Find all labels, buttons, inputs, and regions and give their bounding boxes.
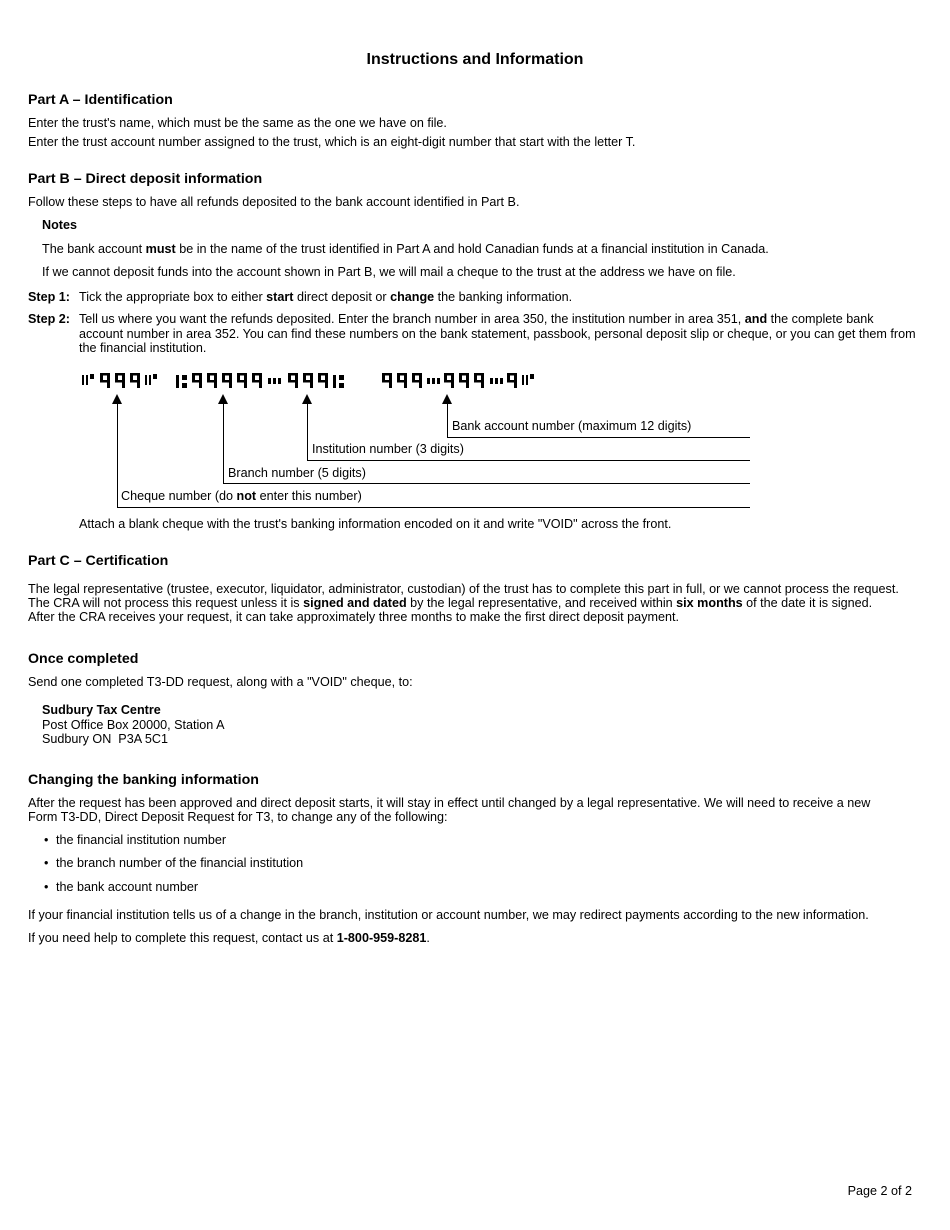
attach-cheque-text: Attach a blank cheque with the trust's banking information encoded on it and write "VOID" across the front. — [79, 517, 672, 531]
account-leader-line — [447, 403, 448, 438]
list-item: the branch number of the financial institution — [56, 856, 304, 870]
address-line-2: Sudbury ON P3A 5C1 — [42, 732, 169, 746]
part-a-line-1: Enter the trust's name, which must be the same as the one we have on file. — [28, 116, 447, 130]
redirect-payments-text: If your financial institution tells us of a change in the branch, institution or account number, we may redirect payments according to the new information. — [28, 908, 869, 922]
note-2: If we cannot deposit funds into the account shown in Part B, we will mail a cheque to the trust at the address we have on file. — [42, 265, 736, 279]
part-a-heading: Part A – Identification — [28, 92, 173, 108]
branch-label: Branch number (5 digits) — [228, 466, 366, 480]
bullet-marker: • — [44, 856, 49, 870]
account-underline — [447, 437, 750, 438]
cheque-leader-line — [117, 403, 118, 508]
part-c-heading: Part C – Certification — [28, 553, 169, 569]
help-phone-number: 1-800-959-8281 — [336, 931, 427, 945]
step-1-label: Step 1: — [28, 290, 70, 304]
step-2-text: Tell us where you want the refunds deposited. Enter the branch number in area 350, the institution number in area 351, and the complete bank account number in area 352. You can find these numbers on the bank statement, passbook, personal deposit slip or cheque, or you can get them from the financial institution. — [79, 312, 916, 355]
changing-intro-line-1: After the request has been approved and direct deposit starts, it will stay in effect until changed by a legal representative. We will need to receive a new — [28, 796, 871, 810]
once-completed-heading: Once completed — [28, 651, 139, 667]
institution-label: Institution number (3 digits) — [312, 442, 464, 456]
help-contact-text: If you need help to complete this request, contact us at 1-800-959-8281. — [28, 931, 430, 945]
address-name: Sudbury Tax Centre — [42, 703, 161, 717]
cheque-underline — [117, 507, 750, 508]
institution-leader-line — [307, 403, 308, 461]
bullet-marker: • — [44, 880, 49, 894]
address-line-1: Post Office Box 20000, Station A — [42, 717, 225, 732]
branch-underline — [223, 483, 750, 484]
page-number: Page 2 of 2 — [847, 1184, 912, 1198]
list-item: the bank account number — [56, 880, 199, 894]
part-c-line-3: After the CRA receives your request, it can take approximately three months to make the first direct deposit payment. — [28, 610, 679, 624]
changing-banking-heading: Changing the banking information — [28, 772, 259, 788]
bullet-marker: • — [44, 833, 49, 847]
changing-intro-line-2: Form T3-DD, Direct Deposit Request for T3, to change any of the following: — [28, 810, 448, 824]
part-b-intro: Follow these steps to have all refunds deposited to the bank account identified in Part B. — [28, 195, 520, 209]
bank-account-label: Bank account number (maximum 12 digits) — [452, 419, 692, 433]
notes-label: Notes — [42, 218, 77, 232]
part-c-line-2: The CRA will not process this request unless it is signed and dated by the legal representative, and received within six months of the date it is signed. — [28, 596, 873, 610]
cheque-label: Cheque number (do not enter this number) — [121, 489, 362, 503]
step-2-label: Step 2: — [28, 312, 70, 326]
part-a-line-2: Enter the trust account number assigned to the trust, which is an eight-digit number that start with the letter T. — [28, 135, 636, 149]
institution-underline — [307, 460, 750, 461]
part-c-line-1: The legal representative (trustee, executor, liquidator, administrator, custodian) of the trust has to complete this part in full, or we cannot process the request. — [28, 582, 899, 596]
step-1-text: Tick the appropriate box to either start direct deposit or change the banking information. — [79, 290, 573, 304]
mailing-address — [42, 703, 225, 747]
part-b-heading: Part B – Direct deposit information — [28, 171, 263, 187]
branch-leader-line — [223, 403, 224, 484]
micr-line-graphic — [82, 371, 542, 391]
page-title: Instructions and Information — [366, 51, 584, 68]
once-completed-intro: Send one completed T3-DD request, along with a "VOID" cheque, to: — [28, 675, 413, 689]
list-item: the financial institution number — [56, 833, 227, 847]
note-1: The bank account must be in the name of the trust identified in Part A and hold Canadian funds at a financial institution in Canada. — [42, 242, 769, 256]
